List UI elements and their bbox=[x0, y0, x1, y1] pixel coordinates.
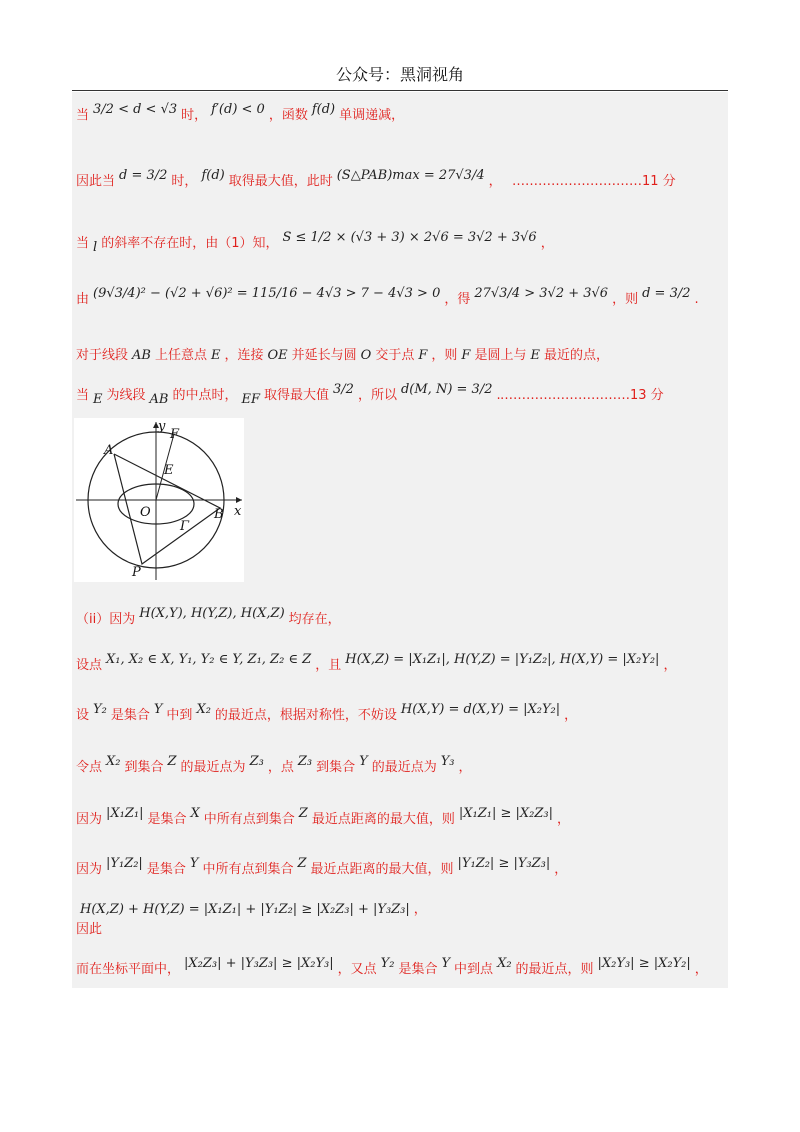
geometry-figure bbox=[74, 418, 244, 582]
solution-line: 而在坐标平面中， |X₂Z₃| + |Y₃Z₃| ≥ |X₂Y₃| ，又点 Y₂ 是集合 Y 中到点 X₂ 的最近点，则 |X₂Y₃| ≥ |X₂Y₂| ， bbox=[76, 956, 708, 977]
solution-line: 对于线段 AB 上任意点 E ，连接 OE 并延长与圆 O 交于点 F ，则 F 是圆上与 E 最近的点， bbox=[76, 348, 609, 363]
score-marker: …………………………13 分 bbox=[500, 388, 664, 403]
solution-line: 当 l 的斜率不存在时，由（1）知， S ≤ 1/2 × (√3 + 3) × 2√6 = 3√2 + 3√6 ， bbox=[76, 230, 554, 255]
solution-line: 当 3/2 < d < √3 时， f′(d) < 0 ，函数 f(d) 单调递减， bbox=[76, 102, 405, 123]
solution-line: 因为 |X₁Z₁| 是集合 X 中所有点到集合 Z 最近点距离的最大值，则 |X₁Z₁| ≥ |X₂Z₃| ， bbox=[76, 806, 570, 827]
label-B: B bbox=[214, 507, 224, 522]
x-axis-arrow bbox=[236, 497, 242, 503]
solution-content bbox=[72, 92, 728, 988]
solution-line: 当 E 为线段 AB 的中点时， EF 取得最大值 3/2 ，所以 d(M, N) = 3/2 . bbox=[76, 382, 501, 407]
label-P: P bbox=[132, 565, 141, 580]
label-E: E bbox=[164, 463, 174, 478]
solution-line: 设点 X₁, X₂ ∈ X, Y₁, Y₂ ∈ Y, Z₁, Z₂ ∈ Z ，且 H(X,Z) = |X₁Z₁|, H(Y,Z) = |Y₁Z₂|, H(X,Y) = |X₂Y₂| ， bbox=[76, 652, 677, 673]
label-F: F bbox=[170, 427, 180, 442]
solution-line: （ii）因为 H(X,Y), H(Y,Z), H(X,Z) 均存在， bbox=[76, 606, 341, 627]
label-O: O bbox=[140, 505, 151, 520]
label-x: x bbox=[234, 504, 242, 519]
solution-line: 因为 |Y₁Z₂| 是集合 Y 中所有点到集合 Z 最近点距离的最大值，则 |Y₁Z₂| ≥ |Y₃Z₃| ， bbox=[76, 856, 568, 877]
header-title: 公众号：黑洞视角 bbox=[335, 65, 464, 84]
solution-line: 因此当 d = 3/2 时， f(d) 取得最大值，此时 (S△PAB)max = 27√3/4 ， bbox=[76, 168, 502, 189]
solution-line: 设 Y₂ 是集合 Y 中到 X₂ 的最近点，根据对称性，不妨设 H(X,Y) = d(X,Y) = |X₂Y₂| ， bbox=[76, 702, 578, 723]
solution-line-formula: H(X,Z) + H(Y,Z) = |X₁Z₁| + |Y₁Z₂| ≥ |X₂Z₃| + |Y₃Z₃| ， bbox=[80, 902, 427, 917]
page-header bbox=[72, 58, 728, 91]
solution-line: 因此 bbox=[76, 922, 103, 937]
label-A: A bbox=[104, 443, 114, 458]
circle-ellipse-diagram bbox=[74, 418, 244, 582]
solution-line: 令点 X₂ 到集合 Z 的最近点为 Z₃ ，点 Z₃ 到集合 Y 的最近点为 Y₃ ， bbox=[76, 754, 472, 775]
label-y: y bbox=[158, 419, 166, 434]
score-marker: …………………………11 分 bbox=[512, 174, 676, 189]
solution-line: 由 (9√3/4)² − (√2 + √6)² = 115/16 − 4√3 > 7 − 4√3 > 0 ，得 27√3/4 > 3√2 + 3√6 ，则 d = 3/2 . bbox=[76, 286, 699, 307]
label-gamma: Γ bbox=[180, 519, 190, 534]
